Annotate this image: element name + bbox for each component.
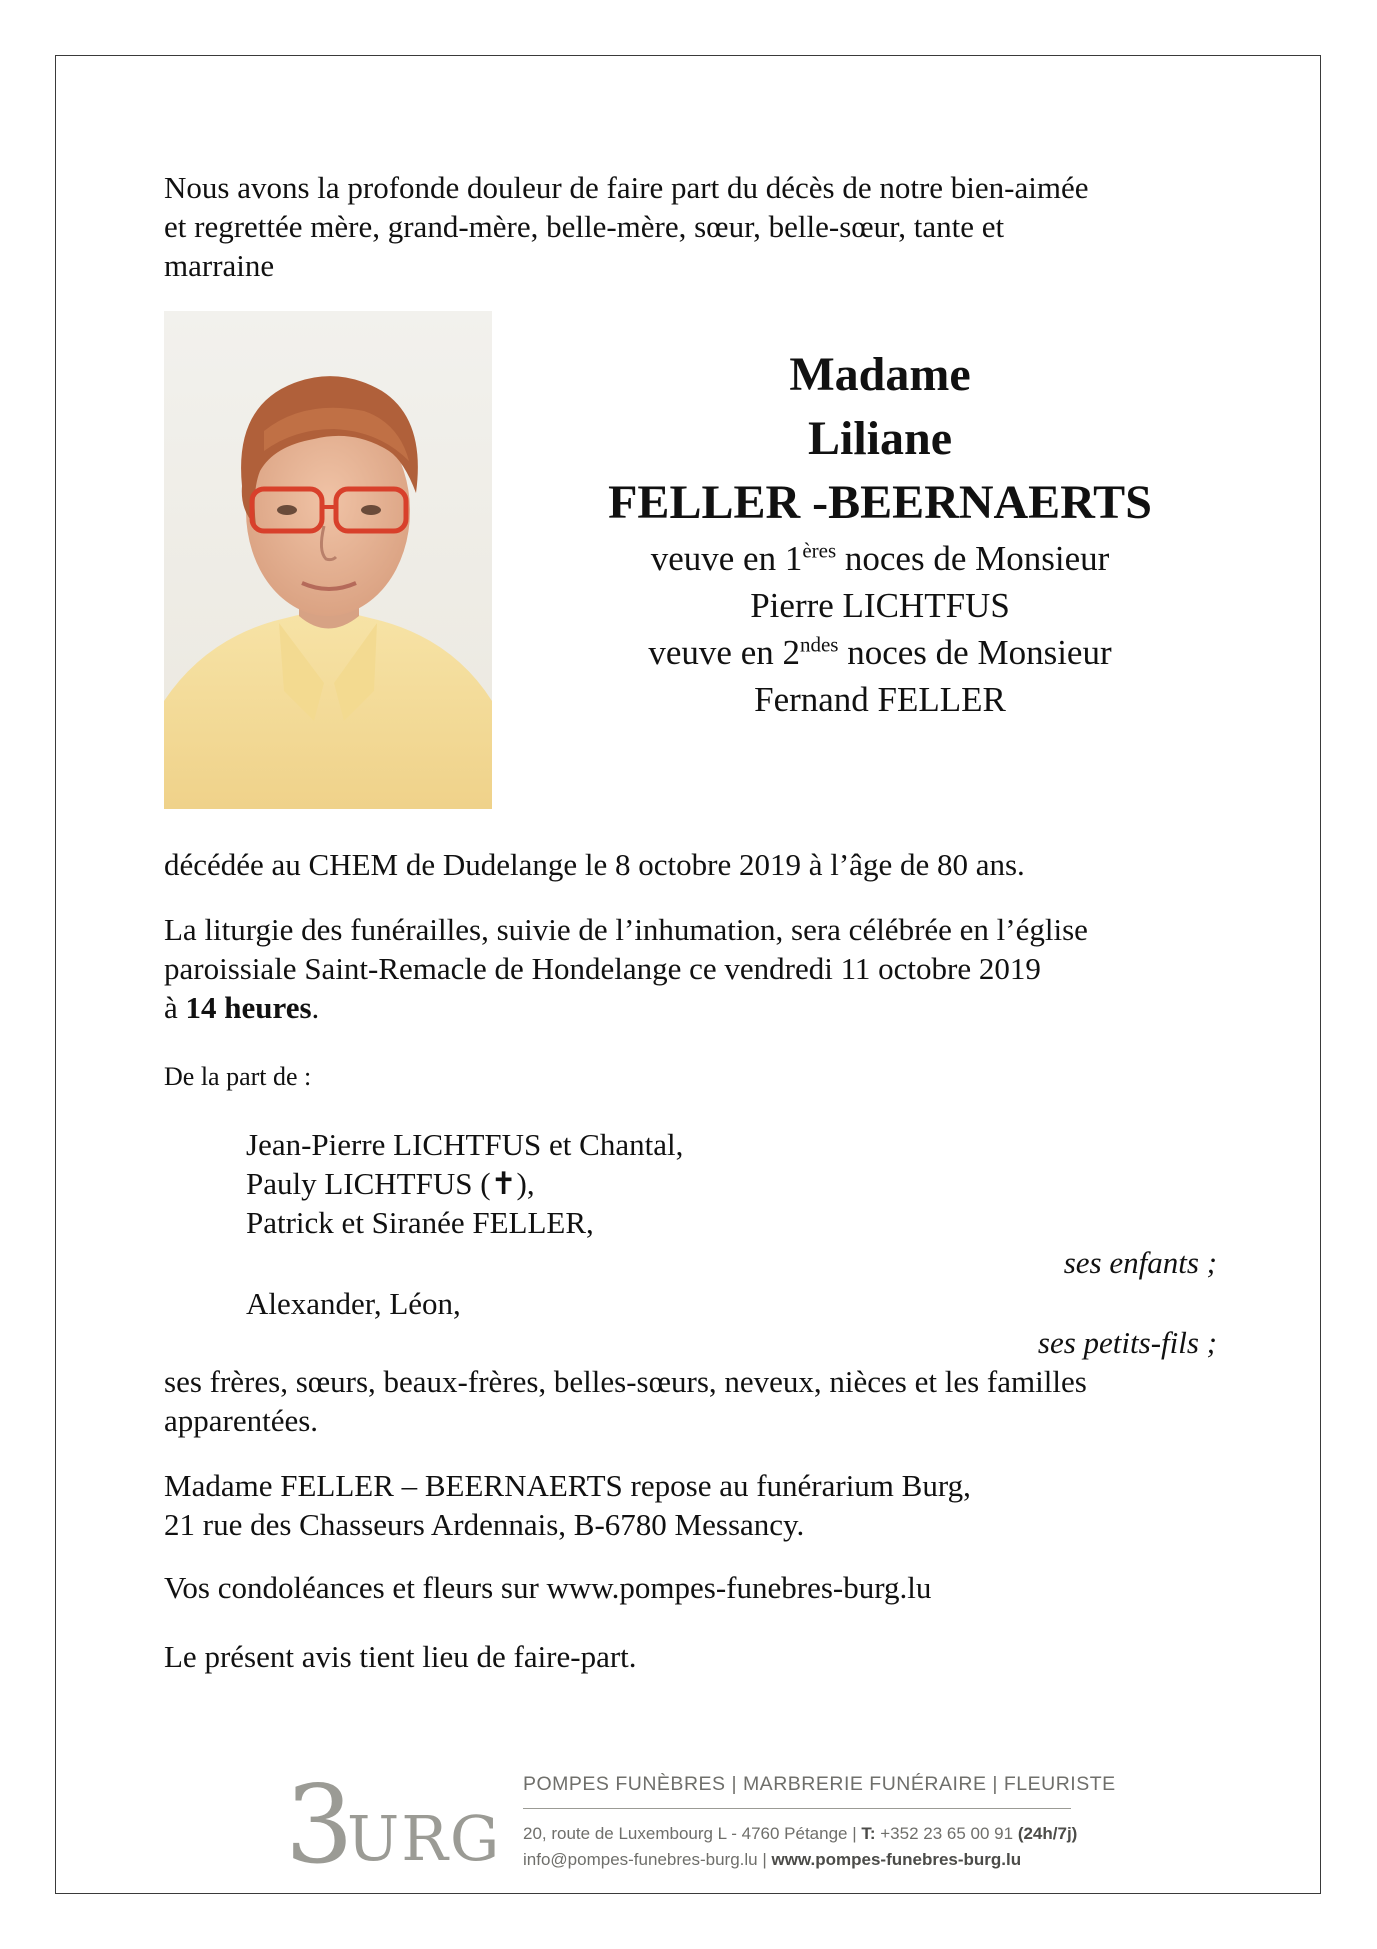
second-marriage-superscript: ndes [799, 632, 839, 657]
second-marriage-line [490, 629, 1270, 676]
child-entry: Pauly LICHTFUS (✝), [246, 1166, 535, 1201]
intro-line: Nous avons la profonde douleur de faire part du décès de notre bien-aimée [164, 170, 1089, 205]
rest-paragraph [164, 1466, 971, 1544]
funeral-time-suffix: . [311, 990, 320, 1025]
footer-phone-label: T: [861, 1824, 876, 1843]
funeral-line: La liturgie des funérailles, suivie de l’inhumation, sera célébrée en l’église [164, 912, 1088, 947]
funeral-time: 14 heures [185, 990, 312, 1025]
first-spouse: Pierre LICHTFUS [750, 586, 1010, 625]
children-list [246, 1125, 683, 1242]
family-line: apparentées. [164, 1403, 319, 1438]
footer-phone: +352 23 65 00 91 [875, 1824, 1018, 1843]
funeral-paragraph [164, 910, 1088, 1027]
family-line: ses frères, sœurs, beaux-frères, belles-sœurs, neveux, nièces et les familles [164, 1364, 1087, 1399]
portrait-illustration [164, 311, 492, 809]
footer-email[interactable]: info@pompes-funebres-burg.lu | [523, 1850, 772, 1869]
deceased-title: Madame [789, 348, 971, 401]
footer-address: 20, route de Luxembourg L - 4760 Pétange | [523, 1824, 862, 1843]
rest-line: 21 rue des Chasseurs Ardennais, B-6780 Messancy. [164, 1507, 805, 1542]
death-line: décédée au CHEM de Dudelange le 8 octobre 2019 à l’âge de 80 ans. [164, 847, 1025, 882]
deceased-first-name: Liliane [807, 412, 953, 465]
from-label: De la part de : [164, 1062, 312, 1091]
second-marriage-suffix: noces de Monsieur [838, 633, 1112, 672]
burg-logo-mark [285, 1763, 502, 1888]
footer-address-line [523, 1824, 1077, 1844]
first-marriage-suffix: noces de Monsieur [836, 539, 1110, 578]
funeral-time-line [164, 988, 1088, 1027]
second-spouse: Fernand FELLER [754, 680, 1006, 719]
intro-line: marraine [164, 248, 275, 283]
burg-logo [285, 1763, 502, 1888]
footer-divider [523, 1808, 1071, 1809]
first-marriage-prefix: veuve en 1 [650, 539, 803, 578]
deceased-surname: FELLER -BEERNAERTS [608, 476, 1152, 529]
family-paragraph [164, 1362, 1087, 1440]
children-label: ses enfants ; [1063, 1245, 1217, 1280]
portrait-photo [164, 311, 492, 809]
notice-line: Le présent avis tient lieu de faire-part. [164, 1639, 637, 1674]
second-marriage-prefix: veuve en 2 [648, 633, 800, 672]
footer [285, 1763, 1116, 1888]
rest-line: Madame FELLER – BEERNAERTS repose au funérarium Burg, [164, 1468, 971, 1503]
grandchildren-label: ses petits-fils ; [1037, 1325, 1217, 1360]
first-marriage-superscript: ères [802, 538, 837, 563]
condolences-line: Vos condoléances et fleurs sur www.pompes-funebres-burg.lu [164, 1570, 932, 1605]
footer-hours: (24h/7j) [1017, 1824, 1078, 1843]
svg-text:3: 3 [285, 1763, 356, 1888]
grandchildren-list: Alexander, Léon, [246, 1286, 461, 1321]
footer-website-link[interactable]: www.pompes-funebres-burg.lu [771, 1850, 1022, 1869]
funeral-line: paroissiale Saint-Remacle de Hondelange ce vendredi 11 octobre 2019 [164, 951, 1041, 986]
svg-text:URG: URG [347, 1802, 502, 1875]
intro-line: et regrettée mère, grand-mère, belle-mère, sœur, belle-sœur, tante et [164, 209, 1005, 244]
child-entry: Jean-Pierre LICHTFUS et Chantal, [246, 1127, 684, 1162]
intro-paragraph [164, 168, 1088, 285]
first-marriage-line [490, 535, 1270, 582]
footer-services: POMPES FUNÈBRES | MARBRERIE FUNÉRAIRE | FLEURISTE [523, 1773, 1116, 1795]
footer-contact-line [523, 1850, 1021, 1870]
child-entry: Patrick et Siranée FELLER, [246, 1205, 594, 1240]
deceased-name-block [490, 343, 1270, 723]
funeral-time-prefix: à [164, 990, 186, 1025]
